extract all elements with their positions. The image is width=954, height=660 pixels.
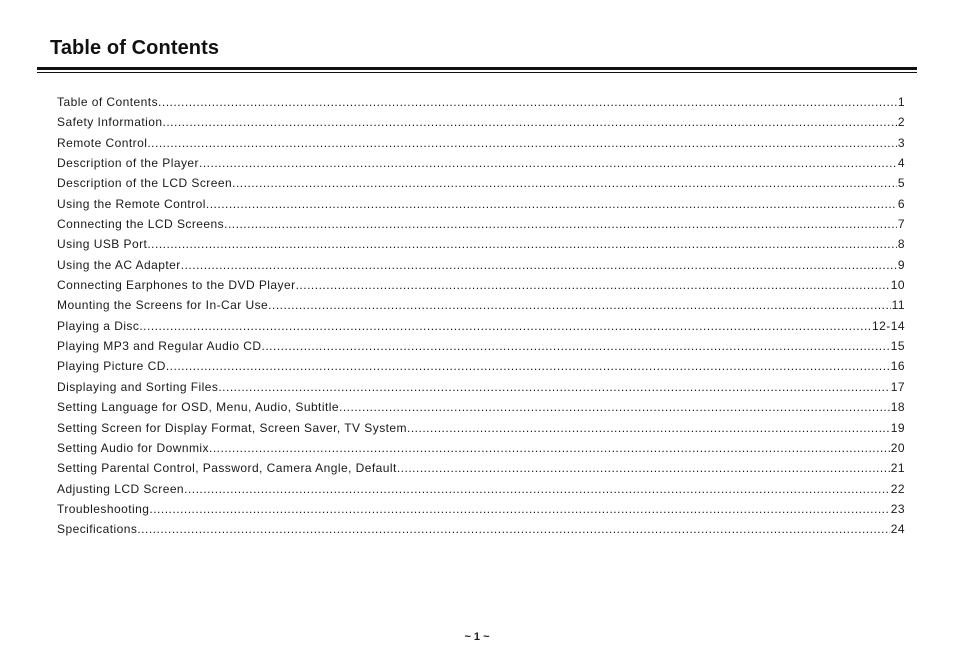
toc-dot-leader (139, 316, 871, 336)
toc-dot-leader (339, 397, 890, 417)
toc-entry-connecting-lcd-screens[interactable] (57, 214, 905, 234)
toc-entry-page: 16 (890, 359, 905, 374)
toc-dot-leader (158, 92, 897, 112)
toc-entry-label: Using the Remote Control (57, 196, 206, 211)
toc-entry-page: 9 (897, 257, 905, 272)
toc-dot-leader (209, 438, 890, 458)
toc-entry-troubleshooting[interactable] (57, 499, 905, 519)
page-title: Table of Contents (50, 37, 220, 59)
toc-dot-leader (181, 255, 897, 275)
toc-entry-page: 19 (890, 420, 905, 435)
toc-entry-page: 4 (897, 156, 905, 171)
toc-dot-leader (407, 418, 890, 438)
toc-entry-using-ac-adapter[interactable] (57, 255, 905, 275)
toc-entry-label: Using USB Port (57, 237, 148, 252)
toc-entry-label: Playing Picture CD (57, 359, 166, 374)
toc-entry-displaying-sorting-files[interactable] (57, 377, 905, 397)
toc-entry-label: Setting Screen for Display Format, Screen Saver, TV System (57, 420, 408, 435)
toc-entry-setting-screen[interactable] (57, 418, 905, 438)
toc-dot-leader (224, 214, 897, 234)
toc-entry-label: Safety Information (57, 115, 163, 130)
toc-entry-safety-information[interactable] (57, 112, 905, 132)
toc-entry-label: Adjusting LCD Screen (57, 481, 185, 496)
toc-dot-leader (268, 295, 890, 315)
footer-page-number: ~ 1 ~ (464, 631, 490, 643)
toc-dot-leader (218, 377, 889, 397)
toc-dot-leader (137, 519, 889, 539)
toc-dot-leader (162, 112, 896, 132)
toc-entry-page: 23 (890, 501, 905, 516)
toc-entry-page: 15 (890, 339, 905, 354)
toc-entry-page: 11 (891, 298, 905, 313)
toc-entry-playing-a-disc[interactable] (57, 316, 905, 336)
toc-entry-playing-picture-cd[interactable] (57, 356, 905, 376)
toc-entry-specifications[interactable] (57, 519, 905, 539)
toc-entry-setting-parental-control[interactable] (57, 458, 905, 478)
toc-entry-label: Playing MP3 and Regular Audio CD (57, 339, 262, 354)
toc-dot-leader (262, 336, 890, 356)
toc-entry-adjusting-lcd-screen[interactable] (57, 479, 905, 499)
toc-entry-setting-audio-downmix[interactable] (57, 438, 905, 458)
toc-entry-setting-language[interactable] (57, 397, 905, 417)
toc-entry-label: Mounting the Screens for In-Car Use (57, 298, 269, 313)
toc-dot-leader (232, 173, 897, 193)
toc-entry-page: 3 (897, 135, 905, 150)
toc-dot-leader (206, 194, 897, 214)
toc-entry-page: 18 (890, 400, 905, 415)
toc-entry-label: Setting Audio for Downmix (57, 440, 209, 455)
toc-entry-page: 20 (890, 440, 905, 455)
toc-entry-label: Description of the Player (57, 156, 199, 171)
toc-entry-using-remote-control[interactable] (57, 194, 905, 214)
toc-entry-page: 10 (890, 278, 905, 293)
title-rule-thin (37, 72, 917, 73)
toc-entry-label: Using the AC Adapter (57, 257, 181, 272)
toc-entry-label: Description of the LCD Screen (57, 176, 233, 191)
toc-entry-label: Connecting the LCD Screens (57, 217, 225, 232)
toc-entry-page: 5 (897, 176, 905, 191)
toc-entry-label: Setting Language for OSD, Menu, Audio, Subtitle (57, 400, 339, 415)
toc-entry-description-of-lcd-screen[interactable] (57, 173, 905, 193)
toc-entry-playing-mp3-audio-cd[interactable] (57, 336, 905, 356)
toc-entry-page: 2 (897, 115, 905, 130)
toc-entry-connecting-earphones[interactable] (57, 275, 905, 295)
toc-entry-page: 22 (890, 481, 905, 496)
toc-dot-leader (296, 275, 890, 295)
toc-entry-label: Troubleshooting (57, 501, 150, 516)
toc-entry-description-of-the-player[interactable] (57, 153, 905, 173)
toc-entry-page: 17 (890, 379, 905, 394)
toc-entry-label: Displaying and Sorting Files (57, 379, 219, 394)
toc-entry-label: Remote Control (57, 135, 148, 150)
toc-entry-label: Playing a Disc (57, 318, 140, 333)
toc-entry-page: 6 (897, 196, 905, 211)
toc-entry-label: Connecting Earphones to the DVD Player (57, 278, 296, 293)
toc-entry-page: 12-14 (872, 318, 905, 333)
toc-entry-using-usb-port[interactable] (57, 234, 905, 254)
toc-entry-mounting-screens[interactable] (57, 295, 905, 315)
toc-dot-leader (199, 153, 897, 173)
toc-dot-leader (397, 458, 890, 478)
toc-dot-leader (149, 499, 889, 519)
toc-entry-page: 24 (890, 522, 905, 537)
toc-dot-leader (166, 356, 890, 376)
toc-entry-label: Table of Contents (57, 95, 159, 109)
toc-entry-page: 21 (890, 461, 905, 476)
toc-entry-remote-control[interactable] (57, 133, 905, 153)
toc-dot-leader (147, 133, 897, 153)
toc-dot-leader (147, 234, 897, 254)
toc-entry-label: Specifications (57, 522, 138, 537)
toc-entry-page: 8 (897, 237, 905, 252)
toc-entry-page: 7 (897, 217, 905, 232)
toc-entry-label: Setting Parental Control, Password, Camera Angle, Default (57, 461, 397, 476)
toc-entry-table-of-contents[interactable] (57, 92, 905, 112)
toc-dot-leader (184, 479, 890, 499)
toc-entry-page: 1 (897, 95, 905, 109)
title-rule-thick (37, 67, 917, 70)
toc-list (57, 92, 905, 540)
